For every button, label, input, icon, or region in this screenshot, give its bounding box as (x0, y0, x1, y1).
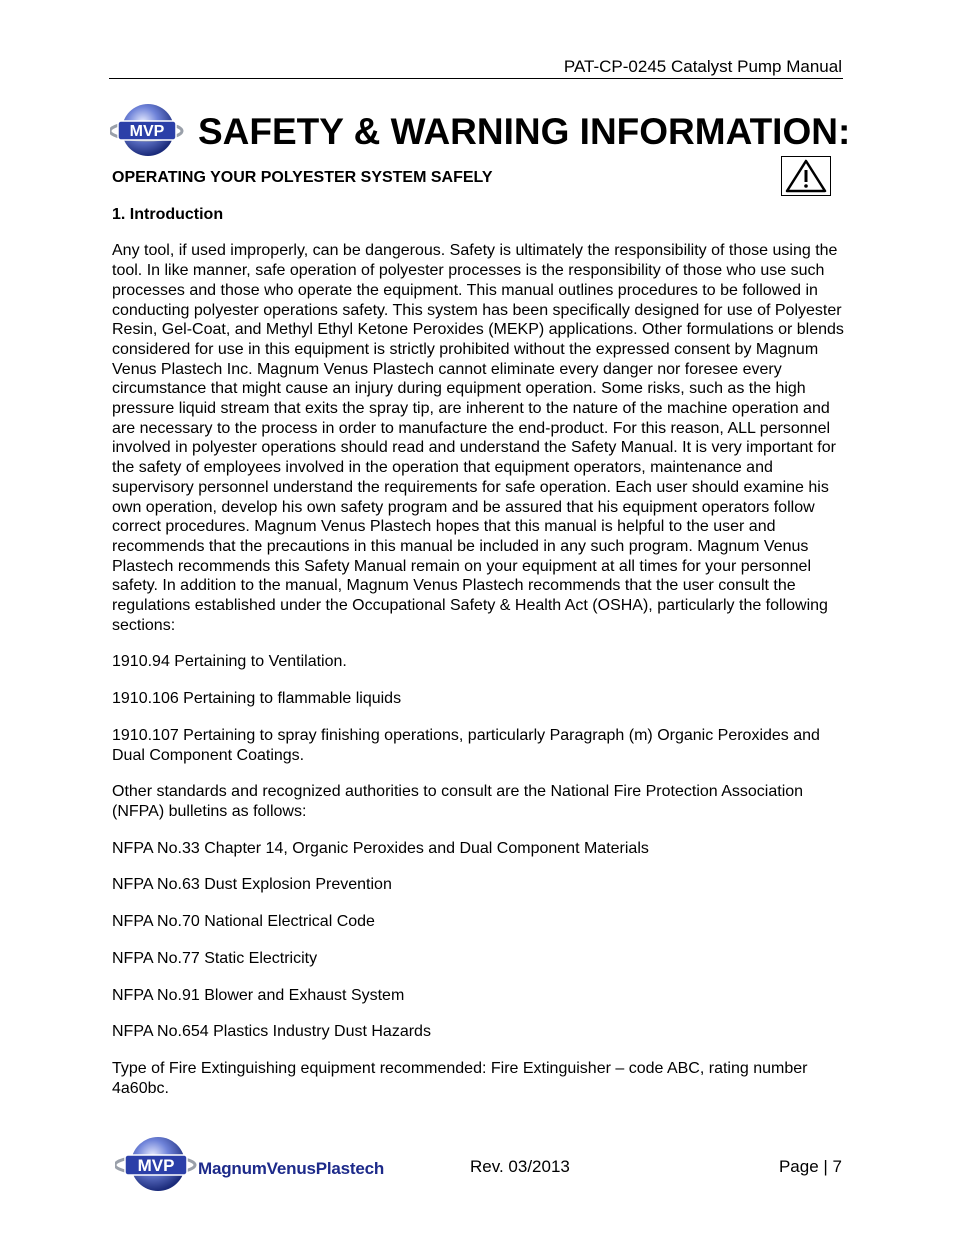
nfpa-item: NFPA No.70 National Electrical Code (112, 913, 375, 931)
osha-section: 1910.94 Pertaining to Ventilation. (112, 653, 347, 671)
svg-text:MVP: MVP (129, 123, 165, 140)
nfpa-item: NFPA No.91 Blower and Exhaust System (112, 986, 405, 1004)
footer-revision: Rev. 03/2013 (470, 1157, 570, 1176)
section-heading: OPERATING YOUR POLYESTER SYSTEM SAFELY (112, 169, 493, 186)
mvp-logo (110, 102, 186, 158)
nfpa-item: NFPA No.77 Static Electricity (112, 949, 318, 967)
extinguisher-text: Type of Fire Extinguishing equipment recommended: Fire Extinguisher – code ABC, rating number 4a60bc. (112, 1059, 808, 1097)
nfpa-item: NFPA No.33 Chapter 14, Organic Peroxides and Dual Component Materials (112, 839, 649, 857)
footer-brand: MagnumVenusPlastech (198, 1159, 385, 1178)
nfpa-item: NFPA No.63 Dust Explosion Prevention (112, 876, 392, 894)
nfpa-item: NFPA No.654 Plastics Industry Dust Hazards (112, 1023, 431, 1041)
footer-mvp-logo (115, 1134, 201, 1192)
footer-page-number: Page | 7 (778, 1157, 842, 1176)
svg-text:MVP: MVP (137, 1156, 175, 1175)
osha-section: 1910.106 Pertaining to flammable liquids (112, 690, 402, 708)
header-rule (109, 78, 843, 79)
page-header-title: PAT-CP-0245 Catalyst Pump Manual (563, 57, 842, 76)
nfpa-intro: Other standards and recognized authorities to consult are the National Fire Protection Association (NFPA) bulletins as follows: (112, 783, 804, 820)
document-body (112, 168, 844, 1115)
osha-section: 1910.107 Pertaining to spray finishing operations, particularly Paragraph (m) Organic Peroxides and Dual Component Coatings. (112, 726, 820, 764)
intro-paragraph: Any tool, if used improperly, can be dangerous. Safety is ultimately the responsibility of those using the tool. In like manner, safe operation of polyester processes is the responsibility of those who use such processes and those who operate the equipment. This manual outlines procedures to be followed in conducting polyester operations safety. This system has been specifically designed for use of Polyester Resin, Gel-Coat, and Methyl Ethyl Ketone Peroxides (MEKP) applications. Other formulations or blends considered for use in this equipment is strictly prohibited without the expressed consent by Magnum Venus Plastech Inc. Magnum Venus Plastech cannot eliminate every danger nor foresee every circumstance that might cause an injury during equipment operation. Some risks, such as the high pressure liquid stream that exits the spray tip, are inherent to the nature of the machine operation and are necessary to the process in order to manufacture the end-product. For this reason, ALL personnel involved in polyester operations should read and understand the Safety Manual. It is very important for the safety of employees involved in the operation that equipment operators, maintenance and supervisory personnel understand the requirements for safe operation. Each user should examine his own operation, develop his own safety program and be assured that his equipment operators follow correct procedures. Magnum Venus Plastech hopes that this manual is helpful to the user and recommends that the precautions in this manual be included in any such program. Magnum Venus Plastech recommends this Safety Manual remain on your equipment at all times for your personnel safety. In addition to the manual, Magnum Venus Plastech recommends that the user consult the regulations established under the Occupational Safety & Health Act (OSHA), particularly the following sections: (112, 242, 844, 634)
subsection-heading: 1. Introduction (112, 205, 224, 223)
page-title: SAFETY & WARNING INFORMATION: (198, 111, 851, 152)
